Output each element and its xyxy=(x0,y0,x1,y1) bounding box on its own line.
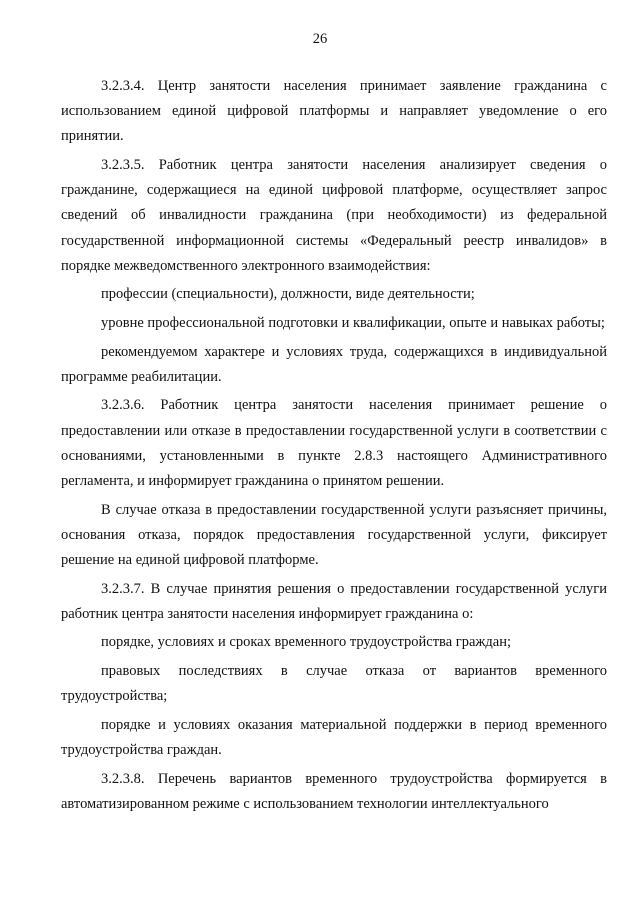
page-number: 26 xyxy=(312,31,328,47)
document-body xyxy=(61,74,607,820)
paragraph-3-2-3-6: 3.2.3.6. Работник центра занятости населения принимает решение о предоставлении или отказе в предоставлении государственной услуги в соответствии с основаниями, установленными в пункте 2.8.3 настоящего Административного регламента, и информирует гражданина о принятом решении. xyxy=(61,397,607,489)
list-item-work-conditions: рекомендуемом характере и условиях труда, содержащихся в индивидуальной программе реабилитации. xyxy=(61,343,607,385)
paragraph-3-2-3-5: 3.2.3.5. Работник центра занятости населения анализирует сведения о гражданине, содержащиеся на единой цифровой платформе, осуществляет запрос сведений об инвалидности гражданина (при необходимости) из федеральной государственной информационной системы «Федеральный реестр инвалидов» в порядке межведомственного электронного взаимодействия: xyxy=(61,157,607,274)
paragraph-3-2-3-7: 3.2.3.7. В случае принятия решения о предоставлении государственной услуги работник центра занятости населения информирует гражданина о: xyxy=(61,580,607,622)
paragraph-3-2-3-8: 3.2.3.8. Перечень вариантов временного трудоустройства формируется в автоматизированном режиме с использованием технологии интеллектуального xyxy=(61,770,607,812)
paragraph-refusal: В случае отказа в предоставлении государственной услуги разъясняет причины, основания отказа, порядок предоставления государственной услуги, фиксирует решение на единой цифровой платформе. xyxy=(61,501,607,568)
paragraph-3-2-3-4: 3.2.3.4. Центр занятости населения принимает заявление гражданина с использованием единой цифровой платформы и направляет уведомление о его принятии. xyxy=(61,78,607,145)
list-item-employment-terms: порядке, условиях и сроках временного трудоустройства граждан; xyxy=(101,634,512,651)
list-item-legal-consequences: правовых последствиях в случае отказа от вариантов временного трудоустройства; xyxy=(61,662,607,705)
list-item-profession: профессии (специальности), должности, виде деятельности; xyxy=(101,286,475,303)
list-item-material-support: порядке и условиях оказания материальной поддержки в период временного трудоустройства граждан. xyxy=(61,716,607,758)
list-item-qualification: уровне профессиональной подготовки и квалификации, опыте и навыках работы; xyxy=(101,315,605,331)
